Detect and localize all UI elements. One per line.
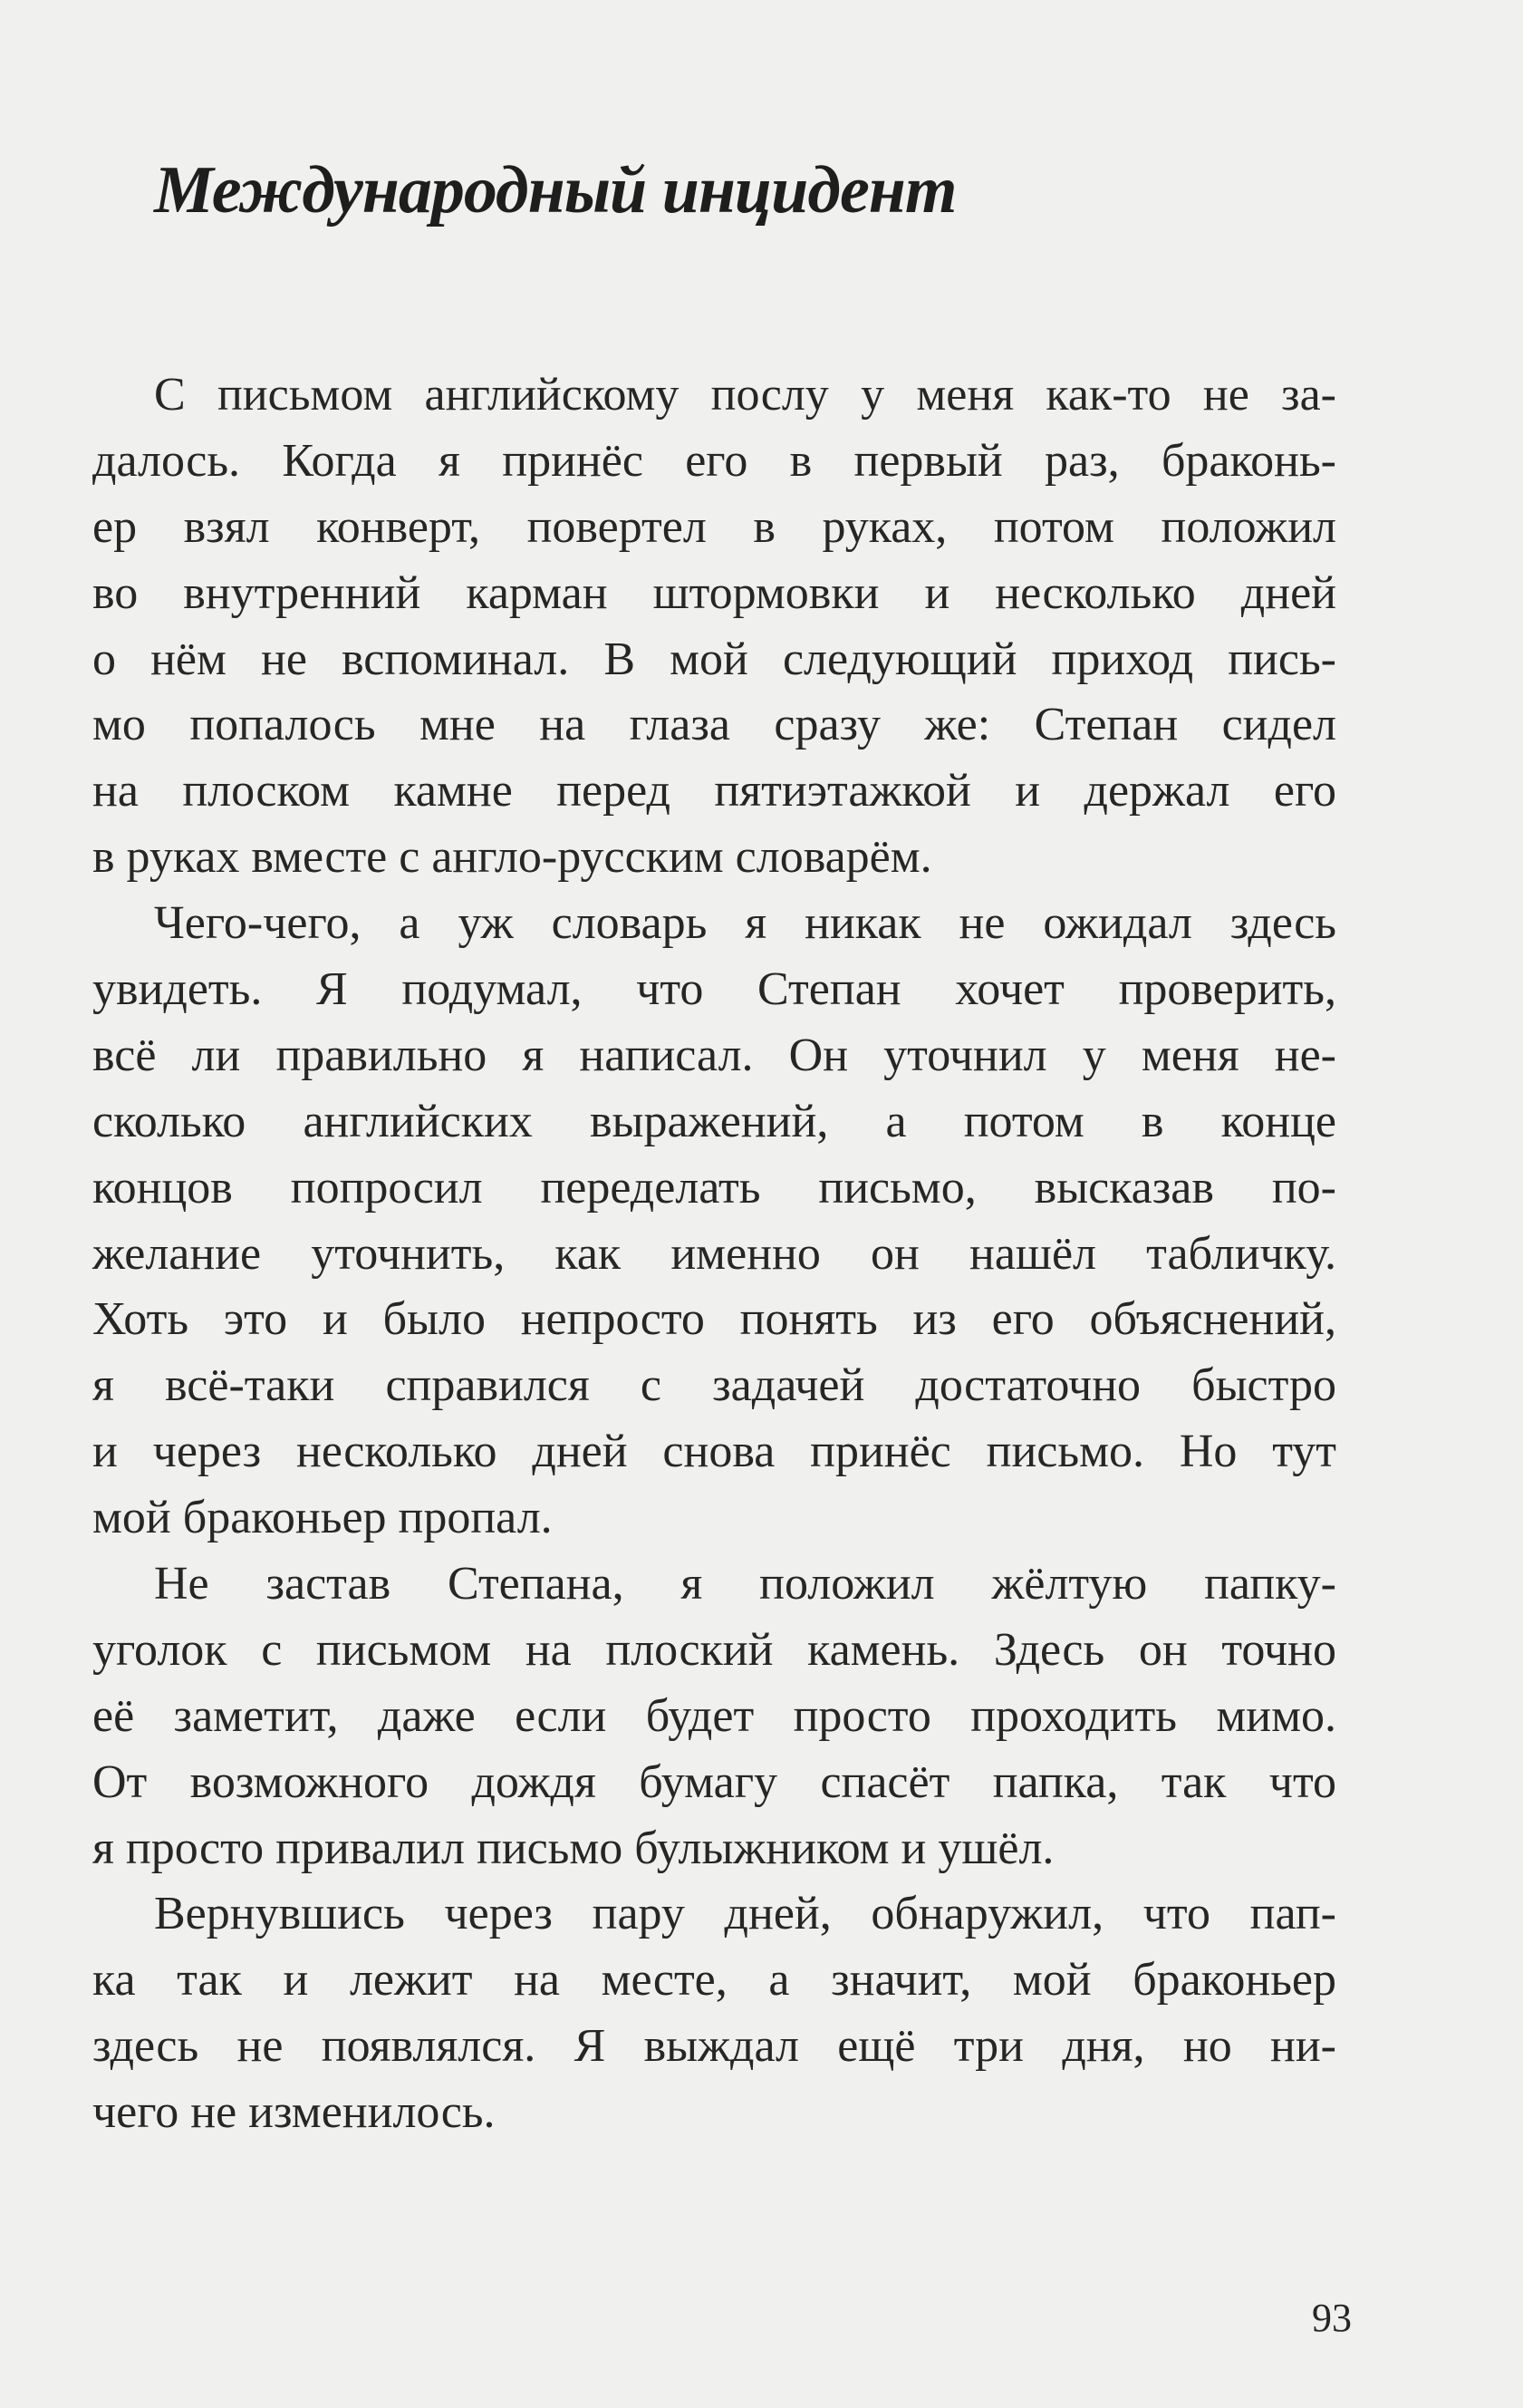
text-line: концов попросил переделать письмо, высказав по-: [92, 1161, 1336, 1214]
text-line: всё ли правильно я написал. Он уточнил у меня не-: [92, 1029, 1336, 1081]
text-line: желание уточнить, как именно он нашёл табличку.: [92, 1227, 1336, 1280]
text-line: здесь не появлялся. Я выждал ещё три дня, но ни-: [92, 2020, 1336, 2073]
text-line: её заметит, даже если будет просто проходить мимо.: [92, 1689, 1336, 1742]
text-line: уголок с письмом на плоский камень. Здесь он точно: [92, 1623, 1336, 1676]
text-line: о нём не вспоминал. В мой следующий приход пись-: [92, 633, 1336, 685]
text-line: в руках вместе с англо-русским словарём.: [92, 831, 932, 884]
text-line: Хоть это и было непросто понять из его объяснений,: [92, 1293, 1336, 1346]
text-line: чего не изменилось.: [92, 2086, 496, 2139]
text-line: мо попалось мне на глаза сразу же: Степан сидел: [92, 699, 1336, 751]
text-line: Не застав Степана, я положил жёлтую папку-: [154, 1558, 1336, 1610]
text-line: сколько английских выражений, а потом в конце: [92, 1095, 1336, 1147]
text-line: Вернувшись через пару дней, обнаружил, что пап-: [154, 1888, 1336, 1940]
text-line: С письмом английскому послу у меня как-то не за-: [154, 369, 1336, 421]
text-line: я всё-таки справился с задачей достаточно быстро: [92, 1359, 1336, 1412]
text-line: увидеть. Я подумал, что Степан хочет проверить,: [92, 963, 1336, 1016]
text-line: и через несколько дней снова принёс письмо. Но тут: [92, 1426, 1336, 1478]
text-line: далось. Когда я принёс его в первый раз, браконь-: [92, 434, 1336, 487]
body-text: [92, 363, 1336, 2146]
text-line: От возможного дождя бумагу спасёт папка, так что: [92, 1755, 1336, 1808]
text-line: мой браконьер пропал.: [92, 1492, 553, 1544]
text-line: на плоском камне перед пятиэтажкой и держал его: [92, 765, 1336, 817]
text-line: ка так и лежит на месте, а значит, мой браконьер: [92, 1954, 1336, 2007]
text-line: Чего-чего, а уж словарь я никак не ожидал здесь: [154, 897, 1336, 950]
text-line: я просто привалил письмо булыжником и ушёл.: [92, 1822, 1055, 1874]
text-line: ер взял конверт, повертел в руках, потом положил: [92, 500, 1336, 553]
chapter-title: Международный инцидент: [154, 153, 957, 227]
text-line: во внутренний карман штормовки и несколько дней: [92, 566, 1336, 619]
page-number: 93: [1312, 2296, 1352, 2340]
